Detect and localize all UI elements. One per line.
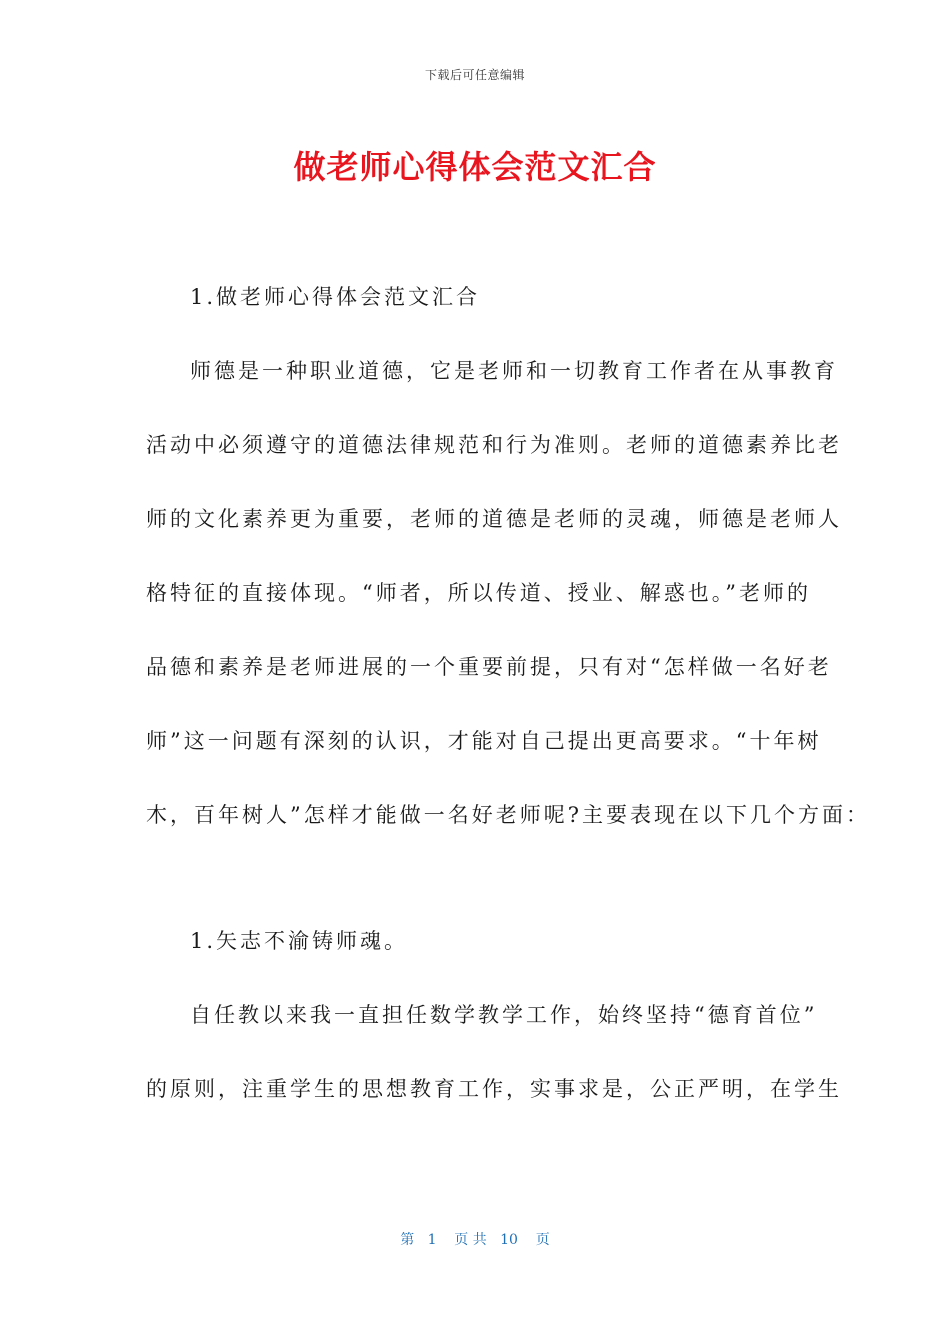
page-title: 做老师心得体会范文汇合 bbox=[293, 148, 657, 186]
section-gap bbox=[146, 866, 806, 918]
paragraph-line: 活动中必须遵守的道德法律规范和行为准则。老师的道德素养比老 bbox=[146, 433, 842, 457]
body-text bbox=[146, 274, 870, 1140]
paragraph-line: 格特征的直接体现。“师者，所以传道、授业、解惑也。”老师的 bbox=[146, 581, 811, 605]
paragraph-line: 品德和素养是老师进展的一个重要前提，只有对“怎样做一名好老 bbox=[146, 655, 832, 679]
paragraph-line: 的原则，注重学生的思想教育工作，实事求是，公正严明，在学生 bbox=[146, 1077, 842, 1101]
header-note: 下载后可任意编辑 bbox=[424, 68, 525, 82]
page-footer: 第 1 页 共 10 页 bbox=[400, 1232, 550, 1248]
section-heading: 1.做老师心得体会范文汇合 bbox=[190, 285, 481, 309]
paragraph-line: 木，百年树人”怎样才能做一名好老师呢?主要表现在以下几个方面： bbox=[146, 803, 870, 827]
paragraph-line: 师”这一问题有深刻的认识，才能对自己提出更高要求。“十年树 bbox=[146, 729, 822, 753]
paragraph-line: 师的文化素养更为重要，老师的道德是老师的灵魂，师德是老师人 bbox=[146, 507, 842, 531]
section-heading: 1.矢志不渝铸师魂。 bbox=[190, 929, 409, 953]
paragraph-line: 师德是一种职业道德，它是老师和一切教育工作者在从事教育 bbox=[190, 359, 838, 383]
paragraph-line: 自任教以来我一直担任数学教学工作，始终坚持“德育首位” bbox=[190, 1003, 818, 1027]
